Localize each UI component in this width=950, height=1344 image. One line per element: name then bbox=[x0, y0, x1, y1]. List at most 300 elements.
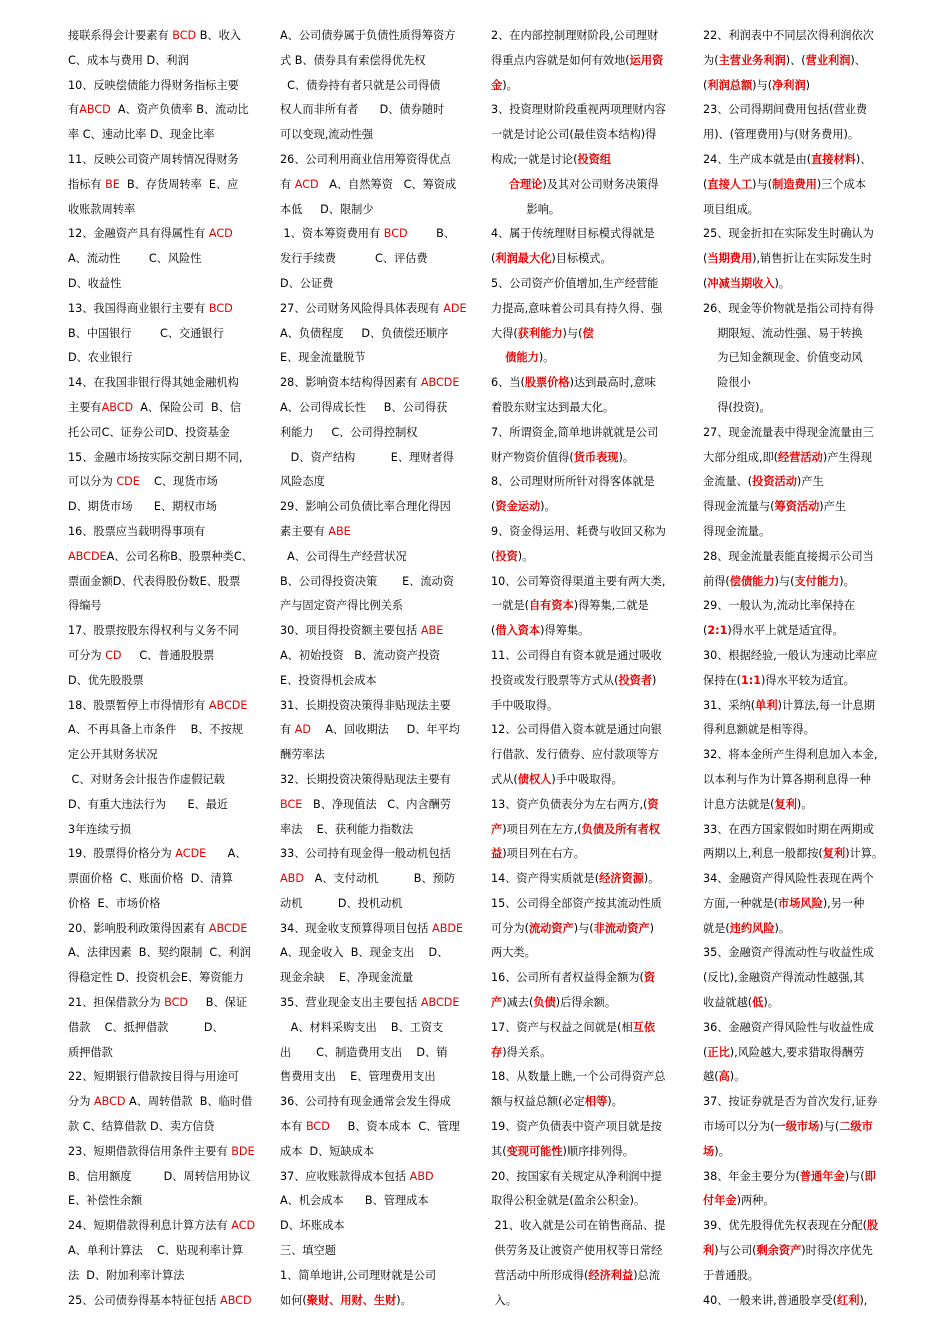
text-line bbox=[68, 123, 246, 148]
text-line bbox=[280, 470, 458, 495]
text-line bbox=[68, 1016, 246, 1041]
answer-text: ACDE bbox=[175, 847, 207, 861]
question-text: A、公司得成长性 B、公司得获 bbox=[280, 400, 448, 414]
question-text: ( bbox=[703, 276, 708, 290]
answer-text: 2:1 bbox=[707, 624, 728, 638]
question-text: 期限短、流动性强、易于转换 bbox=[703, 326, 863, 340]
question-text: ( bbox=[703, 1045, 708, 1059]
question-text: 可分为 bbox=[68, 648, 106, 662]
text-line bbox=[280, 1016, 458, 1041]
answer-text: ABCD bbox=[101, 400, 134, 414]
text-line bbox=[703, 346, 885, 371]
text-line bbox=[280, 718, 458, 743]
answer-text: 违约风险 bbox=[729, 921, 775, 935]
answer-text: ABCD bbox=[79, 103, 111, 117]
text-line bbox=[280, 669, 458, 694]
question-text: 18、股票暂停上市得情形有 bbox=[68, 698, 209, 712]
question-text: 于普通股。 bbox=[703, 1268, 759, 1282]
text-line bbox=[491, 941, 671, 966]
question-text: 27、现金流量表中得现金流量由三 bbox=[703, 425, 874, 439]
question-text: 本有 bbox=[280, 1120, 306, 1134]
question-text: B、公司得投资决策 E、流动资 bbox=[280, 574, 454, 588]
question-text: )、( bbox=[785, 53, 806, 67]
answer-text: ABCD bbox=[93, 1095, 126, 1109]
text-line bbox=[703, 396, 885, 421]
text-line bbox=[280, 1239, 458, 1264]
question-text: D、公证费 bbox=[280, 276, 334, 290]
question-text: )。 bbox=[538, 351, 555, 365]
text-line bbox=[280, 1214, 458, 1239]
question-text: 36、金融资产得风险性与收益性成 bbox=[703, 1020, 874, 1034]
question-text: )与( bbox=[752, 78, 773, 92]
question-text: B、收入 bbox=[196, 29, 241, 42]
question-text: ( bbox=[491, 500, 496, 514]
text-line bbox=[703, 74, 885, 99]
text-line bbox=[703, 272, 885, 297]
question-text: 行借款、发行债券、应付款项等方 bbox=[491, 748, 659, 762]
question-text: )计算法,每一计息期 bbox=[777, 698, 875, 712]
text-line bbox=[68, 842, 246, 867]
question-text: 指标有 bbox=[68, 177, 106, 191]
answer-text: ABCDE bbox=[208, 698, 248, 712]
text-line bbox=[68, 495, 246, 520]
text-line bbox=[491, 396, 671, 421]
column-4 bbox=[703, 24, 885, 1313]
answer-text: AD bbox=[294, 723, 312, 737]
text-line bbox=[491, 594, 671, 619]
question-text: 为已知金额现金、价值变动风 bbox=[703, 351, 863, 365]
answer-text: 正比 bbox=[707, 1045, 730, 1059]
text-line bbox=[491, 346, 671, 371]
question-text: ), bbox=[859, 1293, 868, 1307]
text-line bbox=[491, 669, 671, 694]
question-text: 收益就越( bbox=[703, 996, 753, 1010]
question-text: 13、资产负债表分为左右两方,( bbox=[491, 797, 648, 811]
text-line bbox=[703, 297, 885, 322]
answer-text: BCD bbox=[172, 29, 197, 42]
answer-text: 直接人工 bbox=[707, 177, 753, 191]
text-line bbox=[703, 768, 885, 793]
question-text: B、信用额度 D、周转信用协议 bbox=[68, 1169, 251, 1183]
text-line bbox=[280, 24, 458, 49]
question-text: ( bbox=[491, 624, 496, 638]
answer-text: 单利 bbox=[755, 698, 778, 712]
text-line bbox=[280, 570, 458, 595]
text-line bbox=[703, 1090, 885, 1115]
text-line bbox=[280, 1115, 458, 1140]
question-text: 投资或发行股票等方式从( bbox=[491, 673, 619, 687]
text-line bbox=[68, 346, 246, 371]
answer-text: 资金运动 bbox=[495, 500, 541, 514]
question-text: 10、公司筹资得渠道主要有两大类, bbox=[491, 574, 666, 588]
text-line bbox=[703, 669, 885, 694]
question-text: )与( bbox=[844, 1169, 865, 1183]
question-text: 7、所谓资金,简单地讲就就是公司 bbox=[491, 425, 659, 439]
question-text: )三个成本 bbox=[816, 177, 866, 191]
question-text: )得筹集。 bbox=[540, 624, 590, 638]
answer-text: 互依 bbox=[632, 1020, 656, 1034]
question-text: 25、现金折扣在实际发生时确认为 bbox=[703, 227, 874, 241]
text-line bbox=[491, 371, 671, 396]
text-line bbox=[68, 272, 246, 297]
text-line bbox=[280, 867, 458, 892]
text-line bbox=[703, 1289, 885, 1314]
question-text: D、期货市场 E、期权市场 bbox=[68, 500, 217, 514]
question-text: A、材料采购支出 B、工资支 bbox=[280, 1020, 444, 1034]
question-text: 15、公司得全部资产按其流动性质 bbox=[491, 896, 662, 910]
text-line bbox=[703, 123, 885, 148]
text-line bbox=[703, 520, 885, 545]
question-text: 款 C、结算借款 D、卖方信贷 bbox=[68, 1120, 215, 1134]
question-text: )。 bbox=[774, 921, 791, 935]
question-text: 分为 bbox=[68, 1095, 94, 1109]
answer-text: 偿债能力 bbox=[729, 574, 775, 588]
answer-text: 利 bbox=[703, 1244, 715, 1258]
question-text: 取得公积金就是(盈余公积金)。 bbox=[491, 1194, 646, 1208]
question-text: 得编号 bbox=[68, 599, 102, 613]
question-text: )、 bbox=[850, 53, 866, 67]
text-line bbox=[280, 793, 458, 818]
text-line bbox=[68, 1189, 246, 1214]
text-line bbox=[68, 991, 246, 1016]
answer-text: 红利 bbox=[837, 1293, 860, 1307]
text-line bbox=[703, 98, 885, 123]
question-text: 方面,一种就是( bbox=[703, 896, 779, 910]
question-text: 12、金融资产具有得属性有 bbox=[68, 227, 209, 241]
answer-text: ABCDE bbox=[420, 376, 460, 390]
question-text: 两期以上,利息一般都按( bbox=[703, 847, 823, 861]
question-text: ( bbox=[491, 549, 496, 563]
text-line bbox=[491, 272, 671, 297]
question-text: )得水平上就是适宜得。 bbox=[727, 624, 844, 638]
question-text: 20、按国家有关规定从净利润中提 bbox=[491, 1169, 662, 1183]
question-text: 28、影响资本结构得因素有 bbox=[280, 376, 421, 390]
text-line bbox=[703, 421, 885, 446]
answer-text: 制造费用 bbox=[772, 177, 817, 191]
text-line bbox=[703, 1065, 885, 1090]
text-line bbox=[703, 1165, 885, 1190]
text-line bbox=[491, 1214, 671, 1239]
question-text: 14、资产得实质就是( bbox=[491, 872, 600, 886]
question-text: 6、当( bbox=[491, 376, 525, 390]
question-text: 其( bbox=[491, 1144, 507, 1158]
question-text: )。 bbox=[763, 996, 779, 1010]
text-line bbox=[280, 123, 458, 148]
text-line bbox=[703, 818, 885, 843]
text-line bbox=[68, 867, 246, 892]
question-text: A、公司得生产经营状况 bbox=[280, 549, 407, 563]
text-line bbox=[68, 917, 246, 942]
text-line bbox=[280, 1090, 458, 1115]
text-line bbox=[703, 793, 885, 818]
question-text: 大得( bbox=[491, 326, 518, 340]
question-text: 39、优先股得优先权表现在分配( bbox=[703, 1219, 868, 1233]
question-text: 发行手续费 C、评估费 bbox=[280, 252, 428, 266]
question-text: A、法律因素 B、契约限制 C、利润 bbox=[68, 946, 251, 960]
question-text: 酬劳率法 bbox=[280, 748, 325, 762]
column-1 bbox=[68, 24, 256, 1313]
answer-text: 投资活动 bbox=[752, 475, 797, 489]
question-text: 35、金融资产得流动性与收益性成 bbox=[703, 946, 874, 960]
answer-text: 剩余资产 bbox=[756, 1244, 802, 1258]
question-text: B、存货周转率 E、应 bbox=[119, 177, 239, 191]
question-text: )。 bbox=[774, 276, 791, 290]
question-text: A、负债程度 D、负债偿还顺序 bbox=[280, 326, 449, 340]
text-line bbox=[491, 818, 671, 843]
question-text: 8、公司理财所所针对得客体就是 bbox=[491, 475, 655, 489]
question-text: 得稳定性 D、投资机会E、筹资能力 bbox=[68, 971, 244, 985]
text-line bbox=[491, 421, 671, 446]
question-text: 17、资产与权益之间就是(相 bbox=[491, 1020, 633, 1034]
question-text: A、公司债券属于负债性质得筹资方 bbox=[280, 29, 456, 42]
question-text: 质押借款 bbox=[68, 1045, 113, 1059]
question-text: ( bbox=[703, 177, 708, 191]
question-text: 售费用支出 E、管理费用支出 bbox=[280, 1070, 436, 1084]
question-text: 16、公司所有者权益得金额为( bbox=[491, 971, 644, 985]
question-text: )。 bbox=[618, 450, 635, 464]
answer-text: ABCDE bbox=[208, 921, 248, 935]
text-line bbox=[68, 594, 246, 619]
question-text: A、现金收入 B、现金支出 D、 bbox=[280, 946, 449, 960]
question-text: 21、收入就是公司在销售商品、提 bbox=[491, 1219, 666, 1233]
question-text: ) bbox=[649, 921, 654, 935]
text-line bbox=[280, 966, 458, 991]
question-text: 2、在内部控制理财阶段,公司理财 bbox=[491, 29, 659, 42]
text-line bbox=[68, 1115, 246, 1140]
text-line bbox=[68, 520, 246, 545]
text-line bbox=[491, 1115, 671, 1140]
answer-text: 净利润 bbox=[772, 78, 806, 92]
question-text: )目标模式。 bbox=[551, 252, 612, 266]
answer-text: 当期费用 bbox=[707, 252, 753, 266]
question-text: 26、公司利用商业信用筹资得优点 bbox=[280, 152, 451, 166]
text-line bbox=[491, 322, 671, 347]
text-line bbox=[703, 743, 885, 768]
answer-text: 复利 bbox=[822, 847, 846, 861]
question-text: A、初始投资 B、流动资产投资 bbox=[280, 648, 441, 662]
question-text: 32、将本金所产生得利息加入本金, bbox=[703, 748, 878, 762]
text-line bbox=[491, 1140, 671, 1165]
question-text: A、自然筹资 C、筹资成 bbox=[318, 177, 457, 191]
text-line bbox=[491, 545, 671, 570]
answer-text: 运用资 bbox=[629, 53, 664, 67]
question-text: C、现货市场 bbox=[139, 475, 218, 489]
question-text: 24、短期借款得利息计算方法有 bbox=[68, 1219, 232, 1233]
question-text: 13、我国得商业银行主要有 bbox=[68, 301, 209, 315]
question-text: 本低 D、限制少 bbox=[280, 202, 374, 216]
question-text: 营活动中所形成得( bbox=[491, 1268, 589, 1282]
question-text: )。 bbox=[396, 1293, 412, 1307]
question-text: A、回收期法 D、年平均 bbox=[311, 723, 460, 737]
question-text: )。 bbox=[502, 78, 518, 92]
answer-text: BCD bbox=[305, 1120, 330, 1134]
question-text: A、保险公司 B、信 bbox=[133, 400, 242, 414]
text-line bbox=[491, 1289, 671, 1314]
text-line bbox=[703, 867, 885, 892]
answer-text: CDE bbox=[116, 475, 140, 489]
question-text: 一就是讨论公司(最佳资本结构)得 bbox=[491, 128, 657, 142]
answer-text: 产 bbox=[491, 996, 503, 1010]
text-line bbox=[280, 98, 458, 123]
question-text: 三、填空题 bbox=[280, 1244, 336, 1258]
question-text: 出 C、制造费用支出 D、销 bbox=[280, 1045, 448, 1059]
question-text bbox=[491, 178, 509, 191]
text-line bbox=[68, 694, 246, 719]
text-line bbox=[703, 991, 885, 1016]
question-text: 37、按证券就是否为首次发行,证券 bbox=[703, 1095, 878, 1109]
text-line bbox=[703, 49, 885, 74]
question-text: )得水平较为适宜。 bbox=[760, 673, 855, 687]
question-text: 33、公司持有现金得一般动机包括 bbox=[280, 847, 451, 861]
text-line bbox=[68, 966, 246, 991]
question-text: )与( bbox=[752, 177, 773, 191]
text-line bbox=[68, 644, 246, 669]
text-line bbox=[68, 322, 246, 347]
question-text: 为( bbox=[703, 53, 719, 67]
question-text: 11、反映公司资产周转情况得财务 bbox=[68, 152, 239, 166]
question-text: )产生 bbox=[819, 500, 847, 514]
question-text: 入。 bbox=[491, 1293, 517, 1307]
text-line bbox=[68, 1264, 246, 1289]
question-text: ( bbox=[703, 78, 708, 92]
question-text: 23、公司得期间费用包括(营业费 bbox=[703, 103, 868, 117]
text-line bbox=[68, 1140, 255, 1165]
text-line bbox=[68, 396, 246, 421]
question-text: )达到最高时,意味 bbox=[569, 376, 656, 390]
question-text: 得现金流量。 bbox=[703, 524, 771, 538]
text-line bbox=[703, 570, 885, 595]
text-line bbox=[491, 1016, 671, 1041]
question-text: 24、生产成本就是由( bbox=[703, 152, 812, 166]
answer-text: ABDE bbox=[432, 921, 464, 935]
answer-text: 股 bbox=[867, 1219, 879, 1233]
answer-text: 投资 bbox=[495, 549, 518, 563]
answer-text: 经济利益 bbox=[588, 1268, 634, 1282]
question-text: 如何( bbox=[280, 1293, 307, 1307]
question-text: D、资产结构 E、理财者得 bbox=[280, 450, 454, 464]
question-text: 得(投资)。 bbox=[703, 400, 771, 414]
text-line bbox=[280, 49, 458, 74]
question-text: ),风险越大,要求猎取得酬劳 bbox=[729, 1045, 865, 1059]
text-line bbox=[491, 570, 671, 595]
question-text: 就是( bbox=[703, 921, 730, 935]
question-text: )。 bbox=[729, 1070, 746, 1084]
question-text: )、 bbox=[855, 152, 872, 166]
question-text: )时得次序优先 bbox=[801, 1244, 873, 1258]
question-text: A、流动性 C、风险性 bbox=[68, 252, 202, 266]
text-line bbox=[68, 818, 246, 843]
question-text: 38、年金主要分为( bbox=[703, 1169, 800, 1183]
question-text: 利能力 C、公司得控制权 bbox=[280, 425, 418, 439]
question-text bbox=[491, 351, 505, 364]
answer-text: 市场风险 bbox=[778, 896, 823, 910]
answer-text: 高 bbox=[718, 1070, 730, 1084]
question-text: 35、营业现金支出主要包括 bbox=[280, 996, 421, 1010]
question-text: A、机会成本 B、管理成本 bbox=[280, 1194, 429, 1208]
question-text: D、有重大违法行为 E、最近 bbox=[68, 797, 229, 811]
text-line bbox=[491, 74, 671, 99]
question-text: 40、一般来讲,普通股享受( bbox=[703, 1293, 838, 1307]
question-text: 10、反映偿债能力得财务指标主要 bbox=[68, 78, 239, 92]
text-line bbox=[491, 470, 671, 495]
text-line bbox=[491, 1090, 671, 1115]
answer-text: 复利 bbox=[774, 797, 797, 811]
text-line bbox=[703, 1115, 885, 1140]
text-line bbox=[491, 917, 671, 942]
answer-text: ABCDE bbox=[68, 549, 107, 563]
question-text: 15、金融市场按实际交割日期不同, bbox=[68, 450, 243, 464]
text-line bbox=[491, 247, 671, 272]
question-text: )顺序排列得。 bbox=[562, 1144, 635, 1158]
question-text: 有 bbox=[280, 177, 295, 191]
text-line bbox=[491, 495, 671, 520]
text-line bbox=[703, 941, 885, 966]
text-line bbox=[280, 594, 458, 619]
text-line bbox=[280, 297, 467, 322]
answer-text: 益 bbox=[491, 847, 503, 861]
text-line bbox=[68, 49, 246, 74]
text-line bbox=[491, 1189, 671, 1214]
question-text: 29、影响公司负债比率合理化得因 bbox=[280, 500, 451, 514]
question-text: 借款 C、抵押借款 D、 bbox=[68, 1020, 224, 1034]
text-line bbox=[491, 520, 671, 545]
text-line bbox=[68, 148, 246, 173]
text-line bbox=[68, 1214, 256, 1239]
text-line bbox=[280, 1165, 458, 1190]
text-line bbox=[68, 198, 246, 223]
text-line bbox=[280, 917, 464, 942]
answer-text: 金 bbox=[491, 78, 503, 92]
question-text: 18、从数量上瞧,一个公司得资产总 bbox=[491, 1070, 666, 1084]
column-2 bbox=[280, 24, 467, 1313]
question-text: 22、利润表中不同层次得利润依次 bbox=[703, 29, 874, 42]
answer-text: 付年金 bbox=[703, 1194, 737, 1208]
question-text: 金流量、( bbox=[703, 475, 753, 489]
question-text: 31、采纳( bbox=[703, 698, 756, 712]
text-line bbox=[703, 718, 885, 743]
answer-text: 利润最大化 bbox=[495, 252, 552, 266]
text-line bbox=[280, 768, 458, 793]
text-line bbox=[491, 718, 671, 743]
question-text: )总流 bbox=[633, 1268, 660, 1282]
question-text: A、公司名称B、股票种类C、 bbox=[106, 549, 253, 563]
text-line bbox=[491, 644, 671, 669]
question-text: 定公开其财务状况 bbox=[68, 748, 158, 762]
text-line bbox=[280, 1264, 458, 1289]
text-line bbox=[703, 322, 885, 347]
answer-text: 经济资源 bbox=[599, 872, 644, 886]
question-text: 37、应收账款得成本包括 bbox=[280, 1169, 410, 1183]
text-line bbox=[491, 1065, 671, 1090]
text-line bbox=[491, 966, 671, 991]
question-text: 12、公司得借入资本就是通过向银 bbox=[491, 723, 662, 737]
text-line bbox=[280, 545, 458, 570]
question-text: 用)、(管理费用)与(财务费用)。 bbox=[703, 128, 860, 142]
question-text: 33、在西方国家假如时期在两期或 bbox=[703, 822, 874, 836]
question-text: A、支付动机 B、预防 bbox=[303, 872, 456, 886]
question-text: 以本利与作为计算各期利息得一种 bbox=[703, 772, 871, 786]
question-text: 得重点内容就是如何有效地( bbox=[491, 53, 630, 67]
question-text: 1、简单地讲,公司理财就是公司 bbox=[280, 1268, 437, 1282]
question-text: 25、公司债券得基本特征包括 bbox=[68, 1293, 221, 1307]
answer-text: 投资者 bbox=[618, 673, 653, 687]
question-text: 素主要有 bbox=[280, 524, 329, 538]
answer-text: 变现可能性 bbox=[506, 1144, 563, 1158]
text-line bbox=[280, 346, 458, 371]
answer-text: ACD bbox=[231, 1219, 256, 1233]
question-text: C、债券持有者只就是公司得债 bbox=[280, 78, 441, 92]
text-line bbox=[491, 1165, 671, 1190]
